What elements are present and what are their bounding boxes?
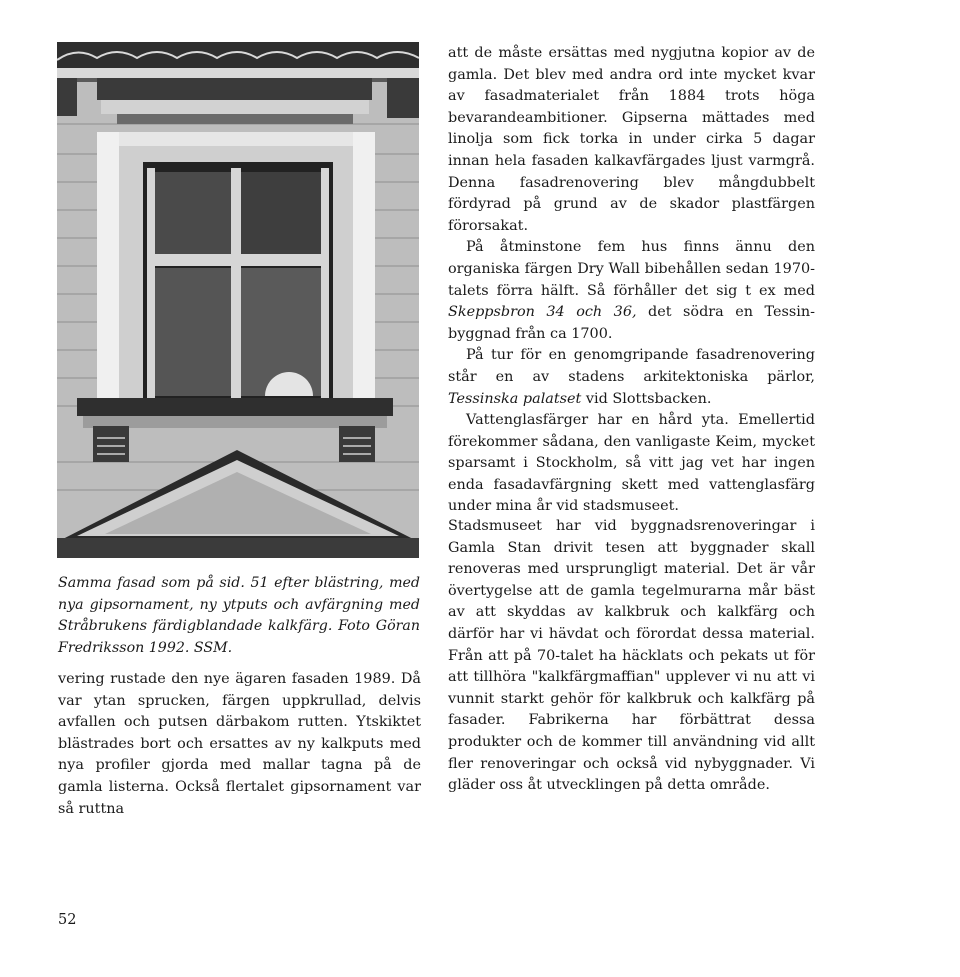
right-paragraph-4: Vattenglasfärger har en hård yta. Emellertid förekommer sådana, den vanligaste Keim, mycket sparsamt i Stockholm, så vitt jag vet har ingen enda fasadavfärgning skett med vattenglasfärg under mina år vid stadsmuseet.: [448, 412, 815, 515]
photo-caption: Samma fasad som på sid. 51 efter blästring, med nya gipsornament, ny ytputs och avfärgning med Stråbrukens färdigblandade kalkfärg. Foto Göran Fredriksson 1992. SSM.: [58, 575, 420, 656]
right-paragraph-5: Stadsmuseet har vid byggnadsrenoveringar i Gamla Stan drivit tesen att byggnader skall renoveras med ursprungligt material. Det är vår övertygelse att de gamla tegelmurarna mår bäst av att skyddas av kalkbruk och kalkfärg och därför har vi hävdat och förordat dessa material. Från att på 70-talet ha häcklats och pekats ut för att tillhöra "kalkfärgmaffian" upplever vi nu att vi vunnit starkt gehör för kalkbruk och kalkfärg på fasader. Fabrikerna har förbättrat dessa produkter och de kommer till användning vid allt fler renoveringar och också vid nybyggnader. Vi gläder oss åt utvecklingen på detta område.: [448, 518, 815, 794]
right-column-top: [448, 43, 815, 518]
facade-photo: [57, 42, 419, 558]
right-paragraph-1: att de måste ersättas med nygjutna kopior av de gamla. Det blev med andra ord inte mycket kvar av fasadmaterialet från 1884 trots höga bevarandeambitioner. Gipserna mättades med linolja som fick torka in under cirka 5 dagar innan hela fasaden kalkavfärgades ljust varmgrå. Denna fasadrenovering blev mångdubbelt fördyrad på grund av de skador plastfärgen förorsakat.: [448, 45, 815, 234]
page-number: 52: [58, 912, 77, 928]
right-column-bottom: [448, 516, 815, 797]
right-paragraph-3: På tur för en genomgripande fasadrenovering står en av stadens arkitektoniska pärlor, Tessinska palatset vid Slottsbacken.: [448, 347, 815, 407]
left-column: [58, 669, 421, 820]
palace-name: Tessinska palatset: [448, 390, 582, 407]
street-name: Skeppsbron 34 och 36,: [448, 304, 637, 321]
facade-window-illustration: [57, 42, 419, 558]
right-paragraph-2: På åtminstone fem hus finns ännu den organiska färgen Dry Wall bibehållen sedan 1970-talets förra hälft. Så förhåller det sig t ex med Skeppsbron 34 och 36, det södra en Tessin-byggnad från ca 1700.: [448, 239, 815, 342]
left-paragraph: vering rustade den nye ägaren fasaden 1989. Då var ytan sprucken, färgen uppkrullad, delvis avfallen och putsen därbakom rutten. Ytskiktet blästrades bort och ersattes av ny kalkputs med nya profiler gjorda med mallar tagna på de gamla listerna. Också flertalet gipsornament var så ruttna: [58, 671, 421, 817]
